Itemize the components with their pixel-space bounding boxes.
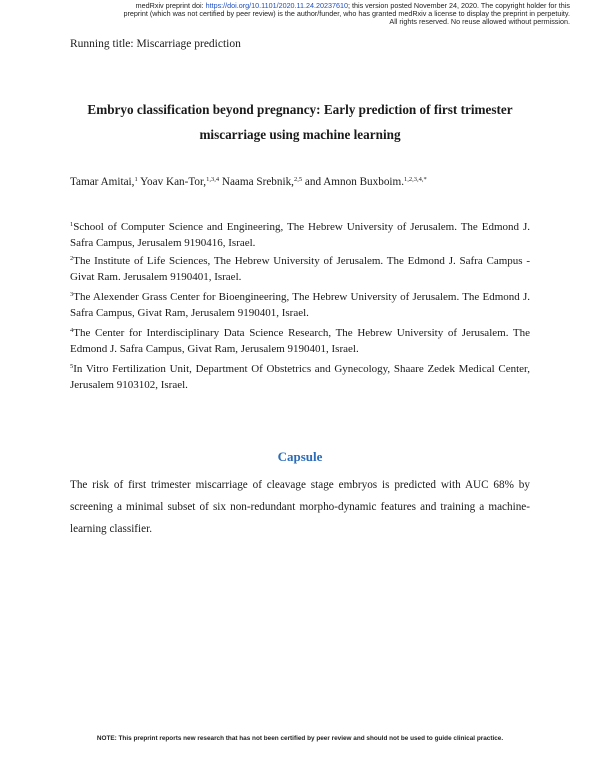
author-affiliation-marker: 2,5 bbox=[293, 176, 303, 183]
affiliation-2 bbox=[70, 251, 530, 285]
affiliation-text: In Vitro Fertilization Unit, Department Of Obstetrics and Gynecology, Shaare Zedek Medical Center, Jerusalem 9103102, Israel. bbox=[70, 363, 530, 391]
title-line-2: miscarriage using machine learning bbox=[199, 127, 401, 142]
author-name: and Amnon Buxboim. bbox=[302, 176, 405, 188]
affiliation-4 bbox=[70, 323, 530, 357]
affiliation-number: 1 bbox=[70, 221, 74, 228]
preprint-notice bbox=[40, 2, 570, 26]
capsule-heading: Capsule bbox=[277, 449, 323, 464]
affiliation-text: School of Computer Science and Engineering, The Hebrew University of Jerusalem. The Edmond J. Safra Campus, Jerusalem 9190416, Israel. bbox=[70, 221, 530, 249]
author-name: Tamar Amitai, bbox=[70, 176, 135, 188]
title-line-1: Embryo classification beyond pregnancy: Early prediction of first trimester bbox=[87, 102, 513, 117]
affiliation-text: The Institute of Life Sciences, The Hebrew University of Jerusalem. The Edmond J. Safra Campus - Givat Ram. Jerusalem 9190401, Israel. bbox=[70, 255, 530, 283]
paper-title bbox=[60, 97, 540, 147]
affiliation-number: 2 bbox=[70, 255, 74, 262]
capsule-text: The risk of first trimester miscarriage of cleavage stage embryos is predicted with AUC 68% by screening a minimal subset of six non-redundant morpho-dynamic features and training a machine-learning classifier. bbox=[70, 479, 530, 535]
preprint-notice-line3: All rights reserved. No reuse allowed without permission. bbox=[389, 17, 570, 26]
preprint-notice-line2: preprint (which was not certified by peer review) is the author/funder, who has granted medRxiv a license to display the preprint in perpetuity. bbox=[123, 9, 570, 18]
notice-prefix: medRxiv preprint doi: bbox=[135, 1, 206, 10]
affiliation-3 bbox=[70, 287, 530, 321]
affiliation-number: 3 bbox=[70, 291, 74, 298]
notice-suffix: ; this version posted November 24, 2020. The copyright holder for this bbox=[347, 1, 570, 10]
doi-link[interactable]: https://doi.org/10.1101/2020.11.24.20237610 bbox=[205, 1, 348, 10]
affiliation-text: The Center for Interdisciplinary Data Science Research, The Hebrew University of Jerusalem. The Edmond J. Safra Campus, Givat Ram, Jerusalem 9190401, Israel. bbox=[70, 327, 530, 355]
affiliation-5 bbox=[70, 359, 530, 393]
author-affiliation-marker: 1 bbox=[134, 176, 138, 183]
footer-notice: NOTE: This preprint reports new research that has not been certified by peer review and should not be used to guide clinical practice. bbox=[96, 735, 504, 742]
author-affiliation-marker: 1,3,4 bbox=[206, 176, 220, 183]
running-title: Running title: Miscarriage prediction bbox=[70, 38, 241, 50]
affiliation-text: The Alexender Grass Center for Bioengineering, The Hebrew University of Jerusalem. The Edmond J. Safra Campus, Givat Ram, Jerusalem 9190401, Israel. bbox=[70, 291, 530, 319]
affiliation-number: 4 bbox=[70, 327, 74, 334]
affiliation-number: 5 bbox=[70, 363, 74, 370]
author-name: Yoav Kan-Tor, bbox=[137, 176, 207, 188]
affiliation-1 bbox=[70, 217, 530, 251]
author-list bbox=[70, 176, 540, 188]
author-name: Naama Srebnik, bbox=[219, 176, 294, 188]
author-affiliation-marker: 1,2,3,4,* bbox=[404, 176, 427, 183]
